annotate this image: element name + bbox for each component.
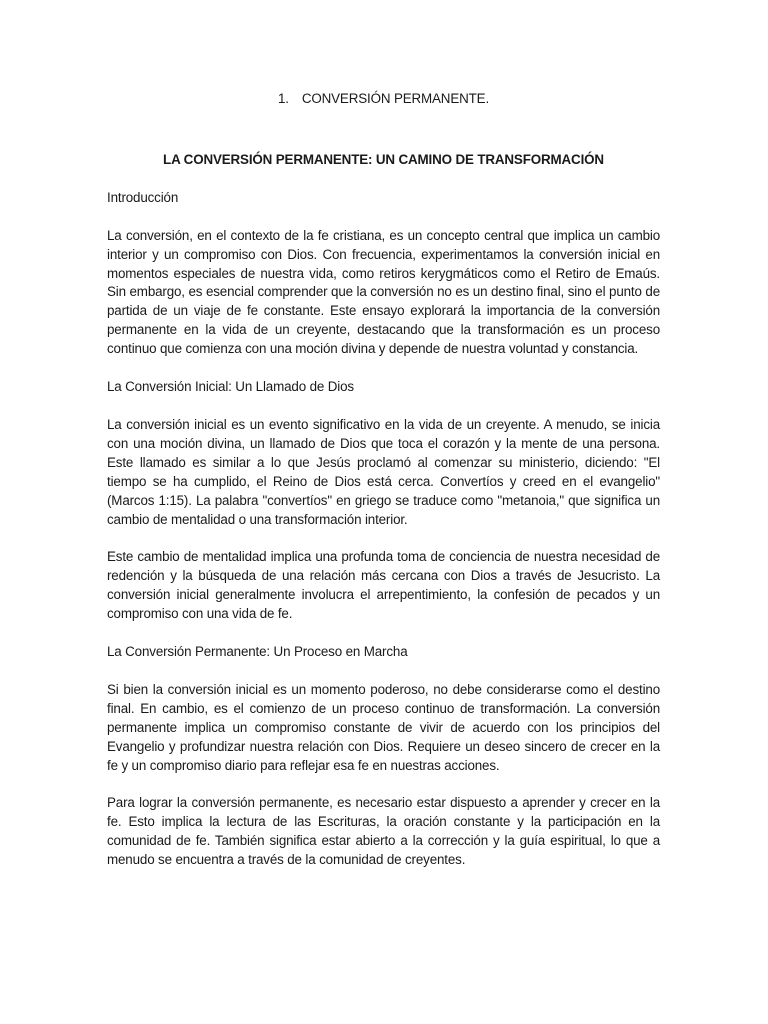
numbered-heading	[107, 90, 660, 109]
paragraph: La conversión, en el contexto de la fe cristiana, es un concepto central que implica un cambio interior y un compromiso con Dios. Con frecuencia, experimentamos la conversión inicial en momentos especiales de nuestra vida, como retiros kerygmáticos como el Retiro de Emaús. Sin embargo, es esencial comprender que la conversión no es un destino final, sino el punto de partida de un viaje de fe constante. Este ensayo explorará la importancia de la conversión permanente en la vida de un creyente, destacando que la transformación es un proceso continuo que comienza con una moción divina y depende de nuestra voluntad y constancia.	[107, 227, 660, 357]
section-label-conversion-inicial: La Conversión Inicial: Un Llamado de Dios	[107, 379, 354, 395]
paragraph: Para lograr la conversión permanente, es necesario estar dispuesto a aprender y crecer en la fe. Esto implica la lectura de las Escrituras, la oración constante y la participación en la comunidad de fe. También significa estar abierto a la corrección y la guía espiritual, lo que a menudo se encuentra a través de la comunidad de creyentes.	[107, 795, 660, 868]
paragraph: La conversión inicial es un evento significativo en la vida de un creyente. A menudo, se inicia con una moción divina, un llamado de Dios que toca el corazón y la mente de una persona. Este llamado es similar a lo que Jesús proclamó al comenzar su ministerio, diciendo: "El tiempo se ha cumplido, el Reino de Dios está cerca. Convertíos y creed en el evangelio" (Marcos 1:15). La palabra "convertíos" en griego se traduce como "metanoia," que significa un cambio de mentalidad o una transformación interior.	[107, 416, 660, 527]
heading-number: 1.	[277, 91, 289, 106]
paragraph: Este cambio de mentalidad implica una profunda toma de conciencia de nuestra necesidad de redención y la búsqueda de una relación más cercana con Dios a través de Jesucristo. La conversión inicial generalmente involucra el arrepentimiento, la confesión de pecados y un compromiso con una vida de fe.	[107, 549, 660, 622]
section-label-introduccion: Introducción	[107, 189, 179, 205]
paragraph: Si bien la conversión inicial es un momento poderoso, no debe considerarse como el destino final. En cambio, es el comienzo de un proceso continuo de transformación. La conversión permanente implica un compromiso constante de vivir de acuerdo con los principios del Evangelio y profundizar nuestra relación con Dios. Requiere un deseo sincero de crecer en la fe y un compromiso diario para reflejar esa fe en nuestras acciones.	[107, 681, 660, 773]
document-title: LA CONVERSIÓN PERMANENTE: UN CAMINO DE TRANSFORMACIÓN	[163, 151, 604, 167]
document-page	[107, 90, 660, 889]
heading-text: CONVERSIÓN PERMANENTE.	[301, 91, 490, 106]
section-label-conversion-permanente: La Conversión Permanente: Un Proceso en Marcha	[107, 644, 408, 660]
